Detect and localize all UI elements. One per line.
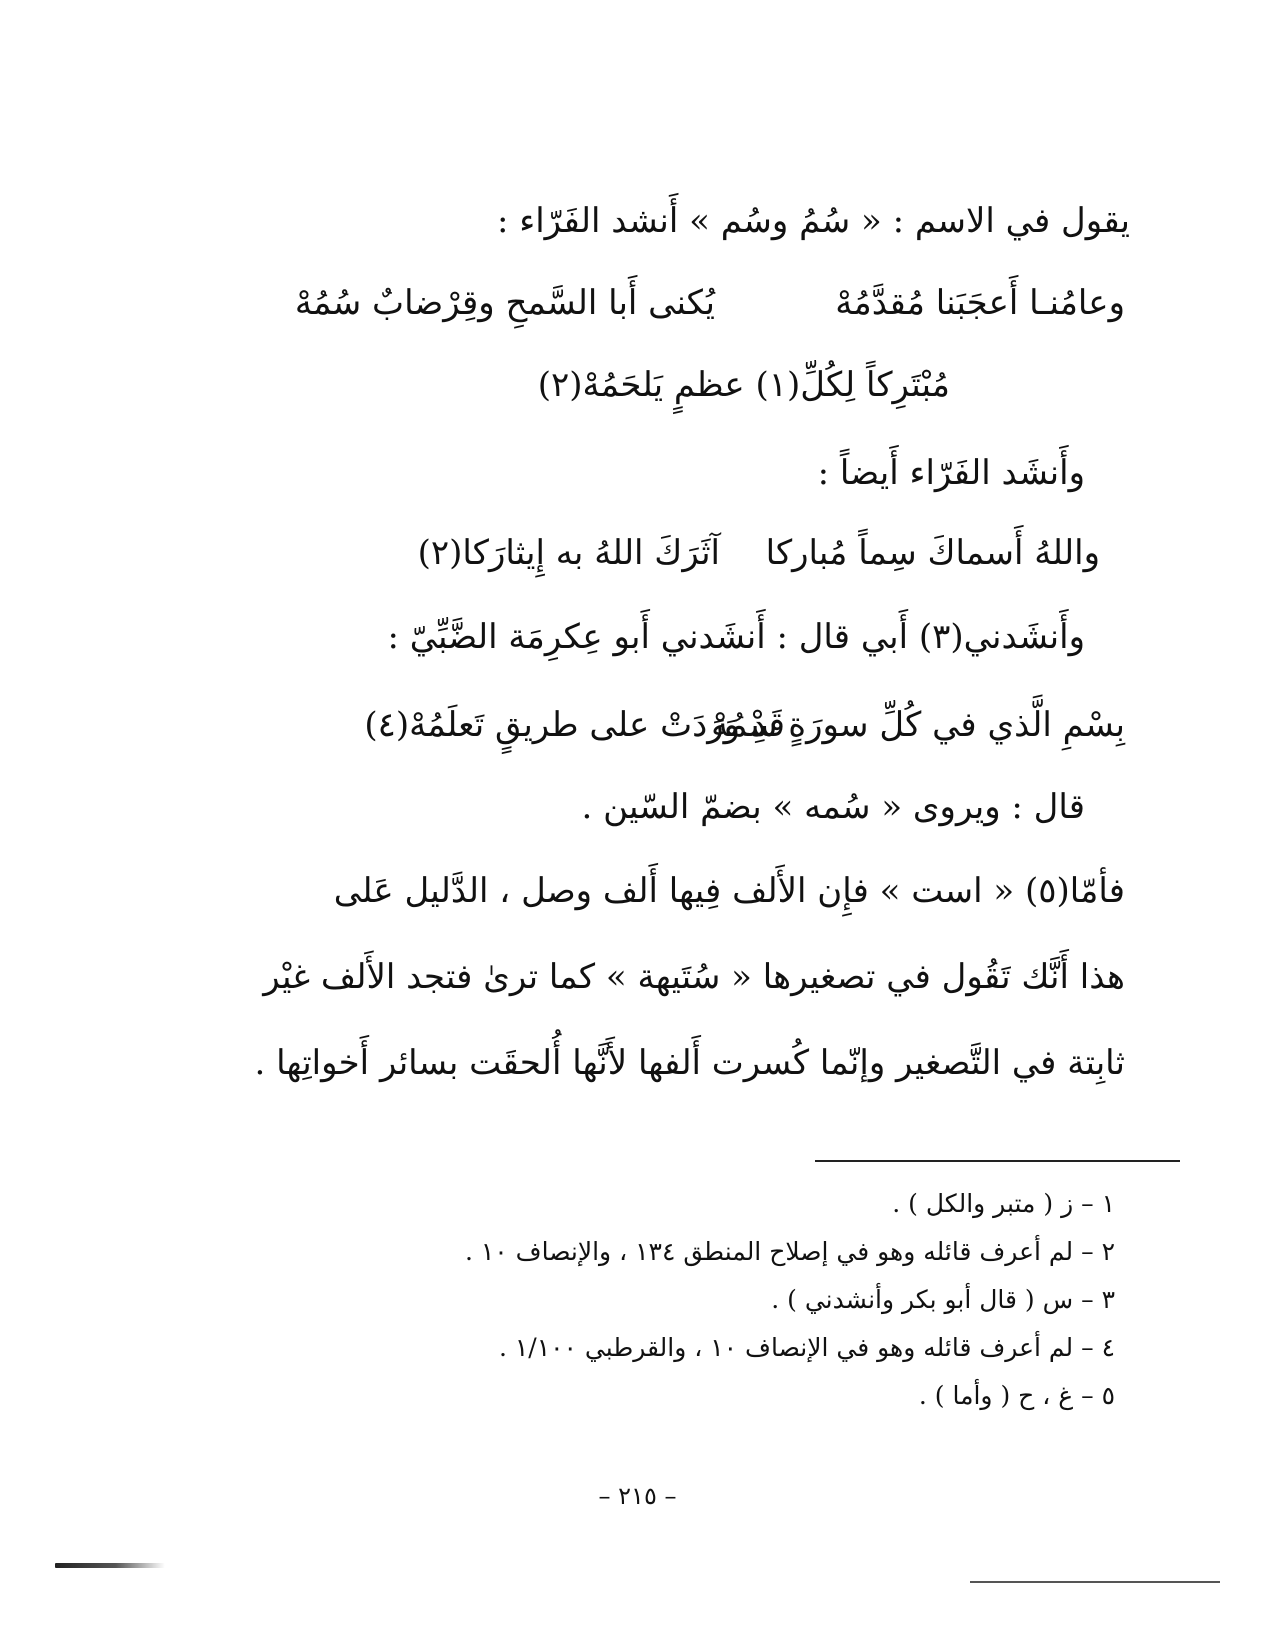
text-line-1: يقول في الاسم : « سُمُ وسُم » أَنشد الفَرّاء : [496,201,1130,241]
footnote-separator [815,1160,1180,1162]
verse-1-first-hemistich: وعامُنـا أَعجَبَنا مُقدَّمُهْ [835,283,1125,323]
verse-2: مُبْتَرِكاً لِكُلِّ(١) عظمٍ يَلحَمُهْ(٢) [537,365,950,405]
verse-1-second-hemistich: يُكنى أَبا السَّمحِ وقِرْضابٌ سُمُهْ [294,283,715,323]
intro-line-1: وأَنشَد الفَرّاء أَيضاً : [817,453,1085,493]
footnote-2: ٢ – لم أعرف قائله وهو في إصلاح المنطق ١٣٤ ، والإنصاف ١٠ . [464,1237,1115,1266]
paragraph-line-2: هذا أَنَّك تَقُول في تصغيرها « سُتَيهة » كما ترىٰ فتجد الأَلف غيْر [263,957,1125,997]
intro-line-2: وأَنشَدني(٣) أَبي قال : أَنشَدني أَبو عِكرِمَة الضَّبِّيّ : [387,617,1085,657]
page-number: – ٢١٥ – [598,1482,677,1510]
paragraph-line-1: فأمّا(٥) « است » فإِن الأَلف فِيها أَلف وصل ، الدَّليل عَلى [333,871,1125,911]
footnote-4: ٤ – لم أعرف قائله وهو في الإنصاف ١٠ ، والقرطبي ١/١٠٠ . [498,1333,1115,1362]
verse-4-first-hemistich: بِسْمِ الَّذي في كُلِّ سورَةٍ سِمُهْ [711,705,1125,745]
narration-line: قال : ويروى « سُمه » بضمّ السّين . [581,787,1085,827]
footnote-5: ٥ – غ ، ح ( وأما ) . [918,1381,1115,1410]
verse-3-first-hemistich: واللهُ أَسماكَ سِماً مُباركا [765,533,1100,573]
scan-mark-left [55,1563,165,1568]
paragraph-line-3: ثابِتة في التَّصغير وإنّما كُسرت أَلفها لأَنَّها أُلحقَت بسائر أَخواتِها . [254,1043,1125,1083]
footnote-1: ١ – ز ( متبر والكل ) . [892,1189,1115,1218]
verse-4-second-hemistich: قَدْ وَرَدَتْ على طريقٍ تَعلَمُهْ(٤) [364,705,785,745]
scan-mark-right [970,1581,1220,1583]
footnote-3: ٣ – س ( قال أبو بكر وأنشدني ) . [771,1285,1115,1314]
verse-3-second-hemistich: آثَرَكَ اللهُ به إِيثارَكا(٢) [417,533,720,573]
